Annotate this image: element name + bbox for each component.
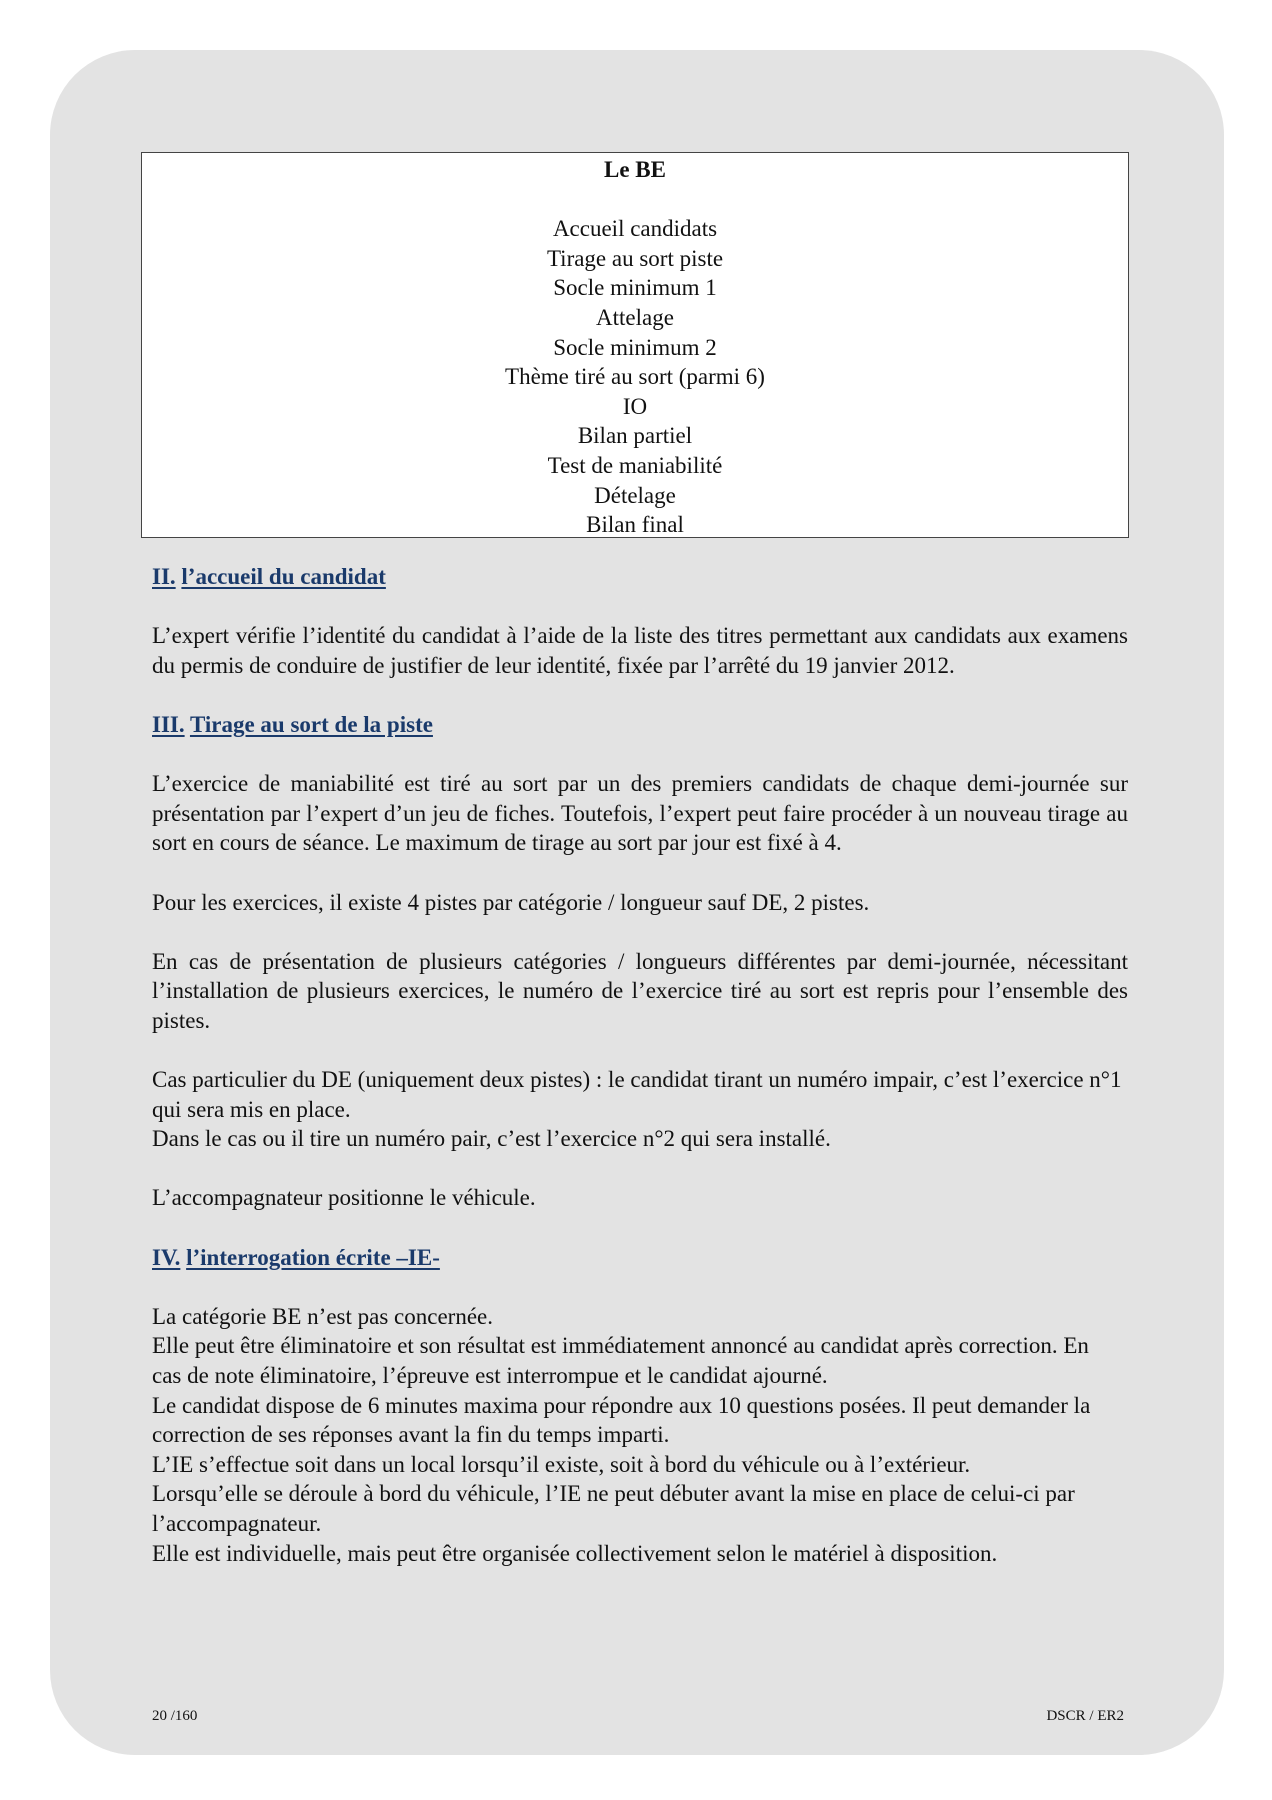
section-title: l’interrogation écrite –IE- xyxy=(186,1244,440,1270)
summary-box xyxy=(141,152,1129,538)
summary-item: Bilan partiel xyxy=(577,423,693,449)
section-title: l’accueil du candidat xyxy=(181,564,386,589)
section-title: Tirage au sort de la piste xyxy=(189,711,433,737)
paragraph: L’exercice de maniabilité est tiré au sort par un des premiers candidats de chaque demi-journée sur présentation par l’expert d’un jeu de fiches. Toutefois, l’expert peut faire procéder à un nouveau tirage au sort en cours de séance. Le maximum de tirage au sort par jour est fixé à 4. xyxy=(152,771,1128,856)
paragraph: Pour les exercices, il existe 4 pistes par catégorie / longueur sauf DE, 2 pistes. xyxy=(152,889,870,915)
summary-item: Thème tiré au sort (parmi 6) xyxy=(505,364,765,390)
paragraph-line: Elle est individuelle, mais peut être organisée collectivement selon le matériel à disposition. xyxy=(152,1540,998,1566)
summary-item: Accueil candidats xyxy=(552,216,718,242)
paragraph-line: Lorsqu’elle se déroule à bord du véhicule, l’IE ne peut débuter avant la mise en place de celui-ci par l’accompagnateur. xyxy=(152,1481,1075,1536)
summary-item: Tirage au sort piste xyxy=(546,245,724,271)
ie-block xyxy=(152,1302,1112,1568)
paragraph-line: Elle peut être éliminatoire et son résultat est immédiatement annoncé au candidat après correction. En cas de note éliminatoire, l’épreuve est interrompue et le candidat ajourné. xyxy=(152,1333,1089,1389)
document-reference: DSCR / ER2 xyxy=(1046,1708,1124,1724)
paragraph-line: L’IE s’effectue soit dans un local lorsqu’il existe, soit à bord du véhicule ou à l’extérieur. xyxy=(152,1451,971,1477)
summary-item: Socle minimum 1 xyxy=(553,275,717,301)
summary-item: IO xyxy=(622,393,648,419)
summary-box-title: Le BE xyxy=(604,157,666,182)
summary-item: Attelage xyxy=(596,304,674,330)
paragraph: L’expert vérifie l’identité du candidat à l’aide de la liste des titres permettant aux candidats aux examens du permis de conduire de justifier de leur identité, fixée par l’arrêté du 19 janvier 2012. xyxy=(152,623,1128,678)
paragraph: En cas de présentation de plusieurs catégories / longueurs différentes par demi-journée, nécessitant l’installation de plusieurs exercices, le numéro de l’exercice tiré au sort est repris pour l’ensemble des pistes. xyxy=(152,948,1128,1033)
summary-item: Dételage xyxy=(594,482,676,508)
paragraph-line: Cas particulier du DE (uniquement deux pistes) : le candidat tirant un numéro impair, c’est l’exercice n°1 qui sera mis en place. xyxy=(152,1067,1122,1122)
section-heading-tirage xyxy=(152,710,1128,740)
summary-item: Bilan final xyxy=(586,512,684,538)
section-heading-accueil xyxy=(152,562,1128,592)
paragraph-line: Le candidat dispose de 6 minutes maxima pour répondre aux 10 questions posées. Il peut demander la correction de ses réponses avant la fin du temps imparti. xyxy=(152,1392,1091,1448)
section-number: II. xyxy=(152,564,176,589)
paragraph: L’accompagnateur positionne le véhicule. xyxy=(152,1185,536,1211)
summary-list xyxy=(142,214,1128,540)
page-number: 20 /160 xyxy=(152,1708,198,1724)
document-body xyxy=(152,562,1128,1598)
section-number: IV. xyxy=(152,1244,181,1270)
special-case-block xyxy=(152,1065,1128,1154)
paragraph-line: La catégorie BE n’est pas concernée. xyxy=(152,1303,493,1329)
paragraph-line: Dans le cas ou il tire un numéro pair, c’est l’exercice n°2 qui sera installé. xyxy=(152,1126,831,1152)
summary-item: Socle minimum 2 xyxy=(553,334,717,360)
summary-item: Test de maniabilité xyxy=(547,452,723,478)
section-heading-interrogation xyxy=(152,1243,1128,1273)
section-number: III. xyxy=(152,711,185,737)
